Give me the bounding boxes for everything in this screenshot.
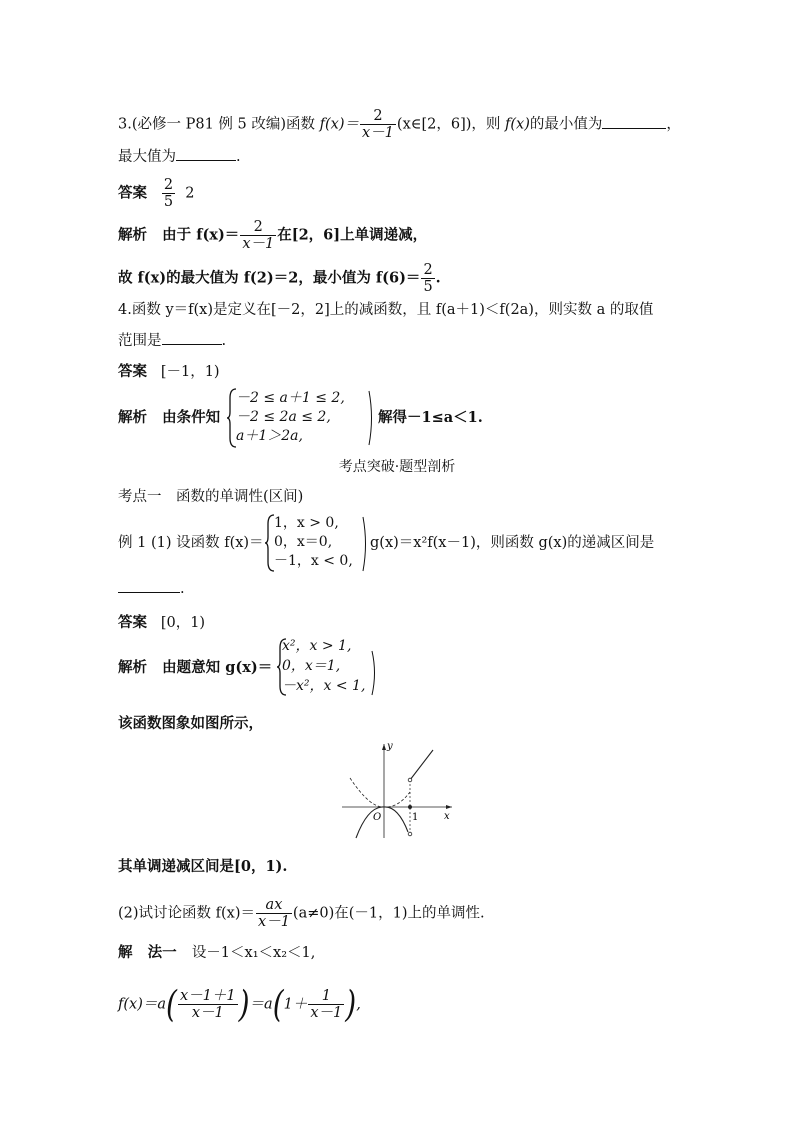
fig-label-o: O bbox=[373, 812, 382, 823]
section-title: 考点突破·题型剖析 bbox=[338, 459, 456, 475]
q3-an2-den: 5 bbox=[423, 279, 433, 295]
q3-fx2: f(x) bbox=[505, 116, 530, 133]
graph-neg-parabola bbox=[356, 807, 408, 838]
q3-line2-end: . bbox=[236, 149, 241, 165]
ex1-post: g(x)＝x²f(x－1)，则函数 g(x)的递减区间是 bbox=[370, 535, 655, 551]
fig-label-y: y bbox=[387, 741, 393, 752]
dashed-parabola bbox=[350, 778, 410, 807]
q4-analysis-pre: 由条件知 bbox=[162, 409, 221, 426]
analysis-label: 解析 bbox=[118, 409, 147, 426]
q4-line2-text: 范围是 bbox=[118, 333, 162, 349]
solid-point bbox=[408, 805, 412, 809]
ex1-answer bbox=[118, 613, 205, 633]
q4-case-3: a＋1＞2a, bbox=[236, 428, 303, 444]
q3-mid: 的最小值为 bbox=[529, 116, 603, 133]
ex2-post: (a≠0)在(－1，1)上的单调性. bbox=[292, 905, 485, 922]
q3-domain: (x∈[2，6])，则 bbox=[396, 116, 506, 133]
q4-line2-end: . bbox=[221, 333, 227, 349]
left-paren: ( bbox=[166, 982, 177, 1026]
x-axis-arrow-icon bbox=[446, 805, 452, 809]
q3-fx: f(x)＝ bbox=[319, 116, 359, 133]
q3-an2-num: 2 bbox=[423, 262, 433, 278]
q4-analysis-post: 解得－1≤a＜1. bbox=[378, 409, 483, 426]
ex2-eq-den: x－1 bbox=[191, 1005, 224, 1021]
q4-line2 bbox=[118, 330, 226, 351]
answer-blank[interactable] bbox=[176, 146, 236, 161]
q4-answer bbox=[118, 362, 220, 382]
q3-an2-pre: 故 f(x)的最大值为 f(2)＝2，最小值为 f(6)＝ bbox=[118, 269, 421, 287]
ex1-case-1: 1，x > 0, bbox=[274, 515, 339, 531]
q4-case-1: －2 ≤ a＋1 ≤ 2, bbox=[236, 390, 345, 406]
ex2-eq-one: 1＋ bbox=[283, 996, 308, 1013]
graph-pos-branch bbox=[410, 750, 433, 780]
left-paren: ( bbox=[272, 982, 284, 1026]
q3-analysis-1 bbox=[118, 219, 427, 252]
ex1-end: . bbox=[180, 581, 185, 597]
q3-end: ， bbox=[666, 116, 681, 133]
open-point-top bbox=[408, 778, 412, 782]
q3-answer bbox=[118, 177, 195, 210]
q3-prefix: 3.(必修一 P81 例 5 改编)函数 bbox=[118, 116, 320, 133]
ex1-pre: 例 1 (1) 设函数 f(x)＝ bbox=[118, 535, 264, 551]
q3-line2 bbox=[118, 146, 241, 167]
q4-line1: 4.函数 y＝f(x)是定义在[－2，2]上的减函数，且 f(a＋1)＜f(2a)，则实数 a 的取值 bbox=[118, 302, 654, 318]
ex1-line bbox=[118, 533, 264, 553]
ex1-g-case-3: －x²，x < 1, bbox=[282, 678, 366, 694]
ex2-eq-num2: 1 bbox=[308, 988, 344, 1005]
right-paren-icon bbox=[368, 390, 376, 446]
ex2-denominator: x－1 bbox=[258, 914, 290, 930]
ex1-g-case-2: 0，x＝1, bbox=[282, 658, 341, 674]
q3-answer-num: 2 bbox=[163, 177, 174, 193]
q3-an2-fraction bbox=[421, 262, 434, 295]
q4-analysis bbox=[118, 408, 220, 428]
method-label: 法一 bbox=[147, 944, 177, 961]
ex1-graph-desc: 该函数图象如图所示， bbox=[118, 715, 263, 732]
q4-case-2: －2 ≤ 2a ≤ 2, bbox=[236, 409, 331, 425]
ex1-conclusion: 其单调递减区间是[0，1). bbox=[118, 858, 288, 875]
topic-heading: 考点一 函数的单调性(区间) bbox=[118, 489, 304, 505]
ex1-g-case-1: x²，x > 1, bbox=[282, 638, 352, 654]
q3-an1-num: 2 bbox=[240, 219, 276, 236]
function-graph bbox=[340, 740, 460, 840]
ex2-pre: (2)试讨论函数 f(x)＝ bbox=[118, 905, 256, 922]
q3-denominator: x－1 bbox=[362, 125, 394, 141]
ex2-line bbox=[118, 897, 485, 930]
analysis-label: 解析 bbox=[118, 226, 147, 244]
ex2-eq-den2: x－1 bbox=[310, 1005, 343, 1021]
ex2-eq-fraction-2 bbox=[308, 988, 344, 1021]
answer-label: 答案 bbox=[118, 614, 147, 631]
answer-blank[interactable] bbox=[162, 330, 222, 345]
q4-answer-value: [－1，1) bbox=[160, 364, 220, 380]
q3-an2-end: . bbox=[435, 269, 441, 287]
ex2-equation bbox=[118, 982, 361, 1026]
q3-answer-den: 5 bbox=[163, 194, 174, 210]
right-paren-icon bbox=[362, 516, 370, 572]
q3-answer-2: 2 bbox=[185, 185, 195, 202]
solution-label: 解 bbox=[118, 944, 133, 961]
ex2-sol-line: 设－1＜x₁＜x₂＜1, bbox=[191, 945, 316, 961]
ex2-eq-pre: f(x)＝a bbox=[118, 996, 167, 1013]
right-paren: ) bbox=[345, 982, 357, 1026]
ex2-eq-end: , bbox=[356, 996, 361, 1013]
ex2-eq-fraction bbox=[178, 988, 238, 1021]
q3-an1-pre: 由于 f(x)＝ bbox=[162, 226, 240, 244]
q3-an1-post: 在[2，6]上单调递减， bbox=[277, 226, 428, 244]
q3-an1-den: x－1 bbox=[242, 236, 275, 252]
ex2-eq-num: x－1＋1 bbox=[179, 988, 236, 1004]
q3-numerator: 2 bbox=[360, 108, 396, 125]
y-axis-arrow-icon bbox=[382, 744, 386, 750]
fig-label-1: 1 bbox=[412, 812, 419, 823]
ex2-fraction bbox=[256, 897, 292, 930]
analysis-label: 解析 bbox=[118, 659, 147, 676]
fig-label-x: x bbox=[444, 811, 450, 822]
right-paren: ) bbox=[238, 982, 250, 1026]
q3-fraction bbox=[360, 108, 396, 141]
open-point-bottom bbox=[408, 832, 412, 836]
ex1-analysis-pre: 由题意知 g(x)＝ bbox=[162, 659, 273, 676]
q3-answer-fraction bbox=[162, 177, 175, 210]
ex2-eq-mid: ＝a bbox=[249, 996, 273, 1013]
ex2-solution bbox=[118, 943, 315, 963]
answer-label: 答案 bbox=[118, 363, 147, 380]
q3-analysis-2 bbox=[118, 262, 441, 295]
answer-label: 答案 bbox=[118, 184, 147, 202]
ex2-numerator: ax bbox=[256, 897, 292, 914]
q3-line1 bbox=[118, 108, 681, 141]
answer-blank[interactable] bbox=[602, 114, 666, 129]
ex1-analysis bbox=[118, 658, 272, 678]
ex1-case-3: －1，x < 0, bbox=[274, 553, 353, 569]
ex1-blank-line bbox=[118, 578, 185, 599]
q3-an1-fraction bbox=[240, 219, 276, 252]
ex1-case-2: 0，x＝0, bbox=[274, 534, 333, 550]
ex1-answer-value: [0，1) bbox=[160, 615, 206, 631]
q3-line2-text: 最大值为 bbox=[118, 149, 176, 165]
answer-blank[interactable] bbox=[118, 578, 180, 593]
right-paren-icon bbox=[371, 650, 379, 696]
